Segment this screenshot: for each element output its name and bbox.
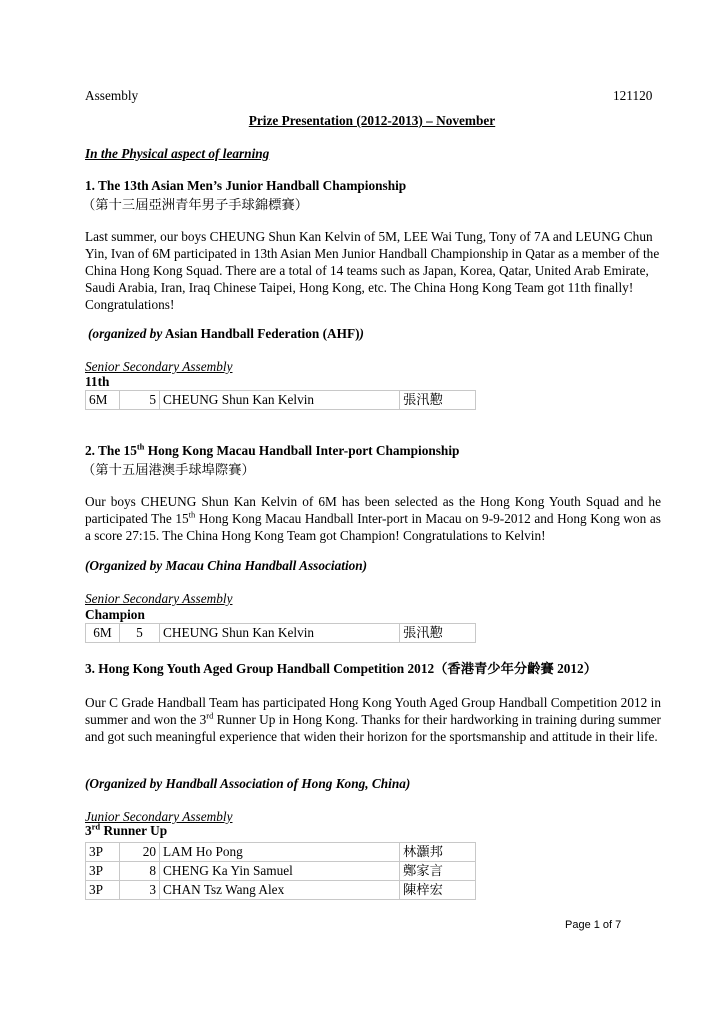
item1-organizer-prefix: (organized by (88, 326, 163, 341)
item1-chinese-title: （第十三屆亞洲青年男子手球錦標賽） (82, 197, 309, 212)
table-row (86, 624, 476, 643)
item2-organizer: (Organized by Macau China Handball Association) (85, 558, 368, 573)
student-name-cell: LAM Ho Pong (160, 843, 400, 862)
student-name-cell: CHEUNG Shun Kan Kelvin (160, 391, 400, 410)
item3-award-post: Runner Up (100, 823, 168, 838)
table-row (86, 862, 476, 881)
class-cell: 3P (86, 843, 120, 862)
chinese-name-cell: 張汛懃 (400, 391, 476, 410)
class-number-cell: 5 (120, 391, 160, 410)
item2-body (85, 493, 661, 544)
item3-body-sup: rd (206, 710, 214, 721)
item2-award: Champion (85, 607, 145, 622)
item2-heading-post: Hong Kong Macau Handball Inter-port Championship (144, 443, 460, 458)
class-cell: 3P (86, 862, 120, 881)
chinese-name-cell: 林灝邦 (400, 843, 476, 862)
table-row (86, 843, 476, 862)
item3-award-table (85, 842, 476, 900)
chinese-name-cell: 張汛懃 (400, 624, 476, 643)
header-right: 121120 (613, 88, 653, 103)
class-number-cell: 8 (120, 862, 160, 881)
item2-award-table (85, 623, 476, 643)
class-cell: 3P (86, 881, 120, 900)
item2-body-post: Hong Kong Macau Handball Inter-port in Macau on 9-9-2012 and Hong Kong won as a score 27:15. The China Hong Kong Team got Champion! Congratulations to Kelvin! (85, 511, 661, 543)
item3-body (85, 694, 661, 745)
page-title: Prize Presentation (2012-2013) – November (248, 113, 496, 128)
class-number-cell: 20 (120, 843, 160, 862)
item1-assembly: Senior Secondary Assembly (85, 359, 233, 374)
class-number-cell: 5 (120, 624, 160, 643)
student-name-cell: CHENG Ka Yin Samuel (160, 862, 400, 881)
item1-organizer-suffix: ) (359, 326, 364, 341)
item1-organizer-name: Asian Handball Federation (AHF) (162, 326, 360, 341)
item2-body-sup: th (188, 509, 196, 520)
chinese-name-cell: 陳梓宏 (400, 881, 476, 900)
table-row (86, 391, 476, 410)
chinese-name-cell: 鄭家言 (400, 862, 476, 881)
section-heading: In the Physical aspect of learning (85, 146, 270, 161)
item3-organizer: (Organized by Handball Association of Hong Kong, China) (85, 776, 411, 791)
item3-assembly: Junior Secondary Assembly (85, 809, 233, 824)
item3-award (85, 823, 167, 839)
item3-award-pre: 3 (85, 823, 92, 838)
student-name-cell: CHAN Tsz Wang Alex (160, 881, 400, 900)
page-number: Page 1 of 7 (565, 919, 622, 931)
item3-heading: 3. Hong Kong Youth Aged Group Handball Competition 2012（香港青少年分齡賽 2012） (85, 661, 598, 676)
item1-heading: 1. The 13th Asian Men’s Junior Handball Championship (85, 178, 407, 193)
item1-award: 11th (85, 374, 110, 389)
item2-assembly: Senior Secondary Assembly (85, 591, 233, 606)
item2-chinese-title: （第十五屆港澳手球埠際賽） (82, 462, 255, 477)
class-cell: 6M (86, 624, 120, 643)
class-number-cell: 3 (120, 881, 160, 900)
header-left: Assembly (85, 88, 139, 103)
item2-body-pre: Our boys CHEUNG Shun Kan Kelvin of 6M has been selected as the Hong Kong Youth Squad and he participated The 15 (85, 494, 661, 526)
item3-award-sup: rd (91, 821, 101, 832)
item2-heading (85, 443, 459, 459)
table-row (86, 881, 476, 900)
item2-heading-sup: th (136, 441, 145, 452)
item1-award-table (85, 390, 476, 410)
item3-body-post: Runner Up in Hong Kong. Thanks for their hardworking in training during summer and got such meaningful experience that widen their horizon for the sportsmanship and attitude in their life. (85, 712, 661, 744)
class-cell: 6M (86, 391, 120, 410)
item3-body-pre: Our C Grade Handball Team has participated Hong Kong Youth Aged Group Handball Competition 2012 in summer and won the 3 (85, 695, 661, 727)
item1-body: Last summer, our boys CHEUNG Shun Kan Kelvin of 5M, LEE Wai Tung, Tony of 7A and LEUNG Chun Yin, Ivan of 6M participated in 13th Asian Men Junior Handball Championship in Qatar as a member of the China Hong Kong Squad. There are a total of 14 teams such as Japan, Korea, Qatar, United Arab Emirate, Saudi Arabia, Iran, Iraq Chinese Taipei, Hong Kong, etc. The China Hong Kong Team got 11th finally! Congratulations! (85, 229, 660, 312)
item2-heading-pre: 2. The 15 (85, 443, 137, 458)
student-name-cell: CHEUNG Shun Kan Kelvin (160, 624, 400, 643)
item1-organizer (88, 326, 364, 342)
